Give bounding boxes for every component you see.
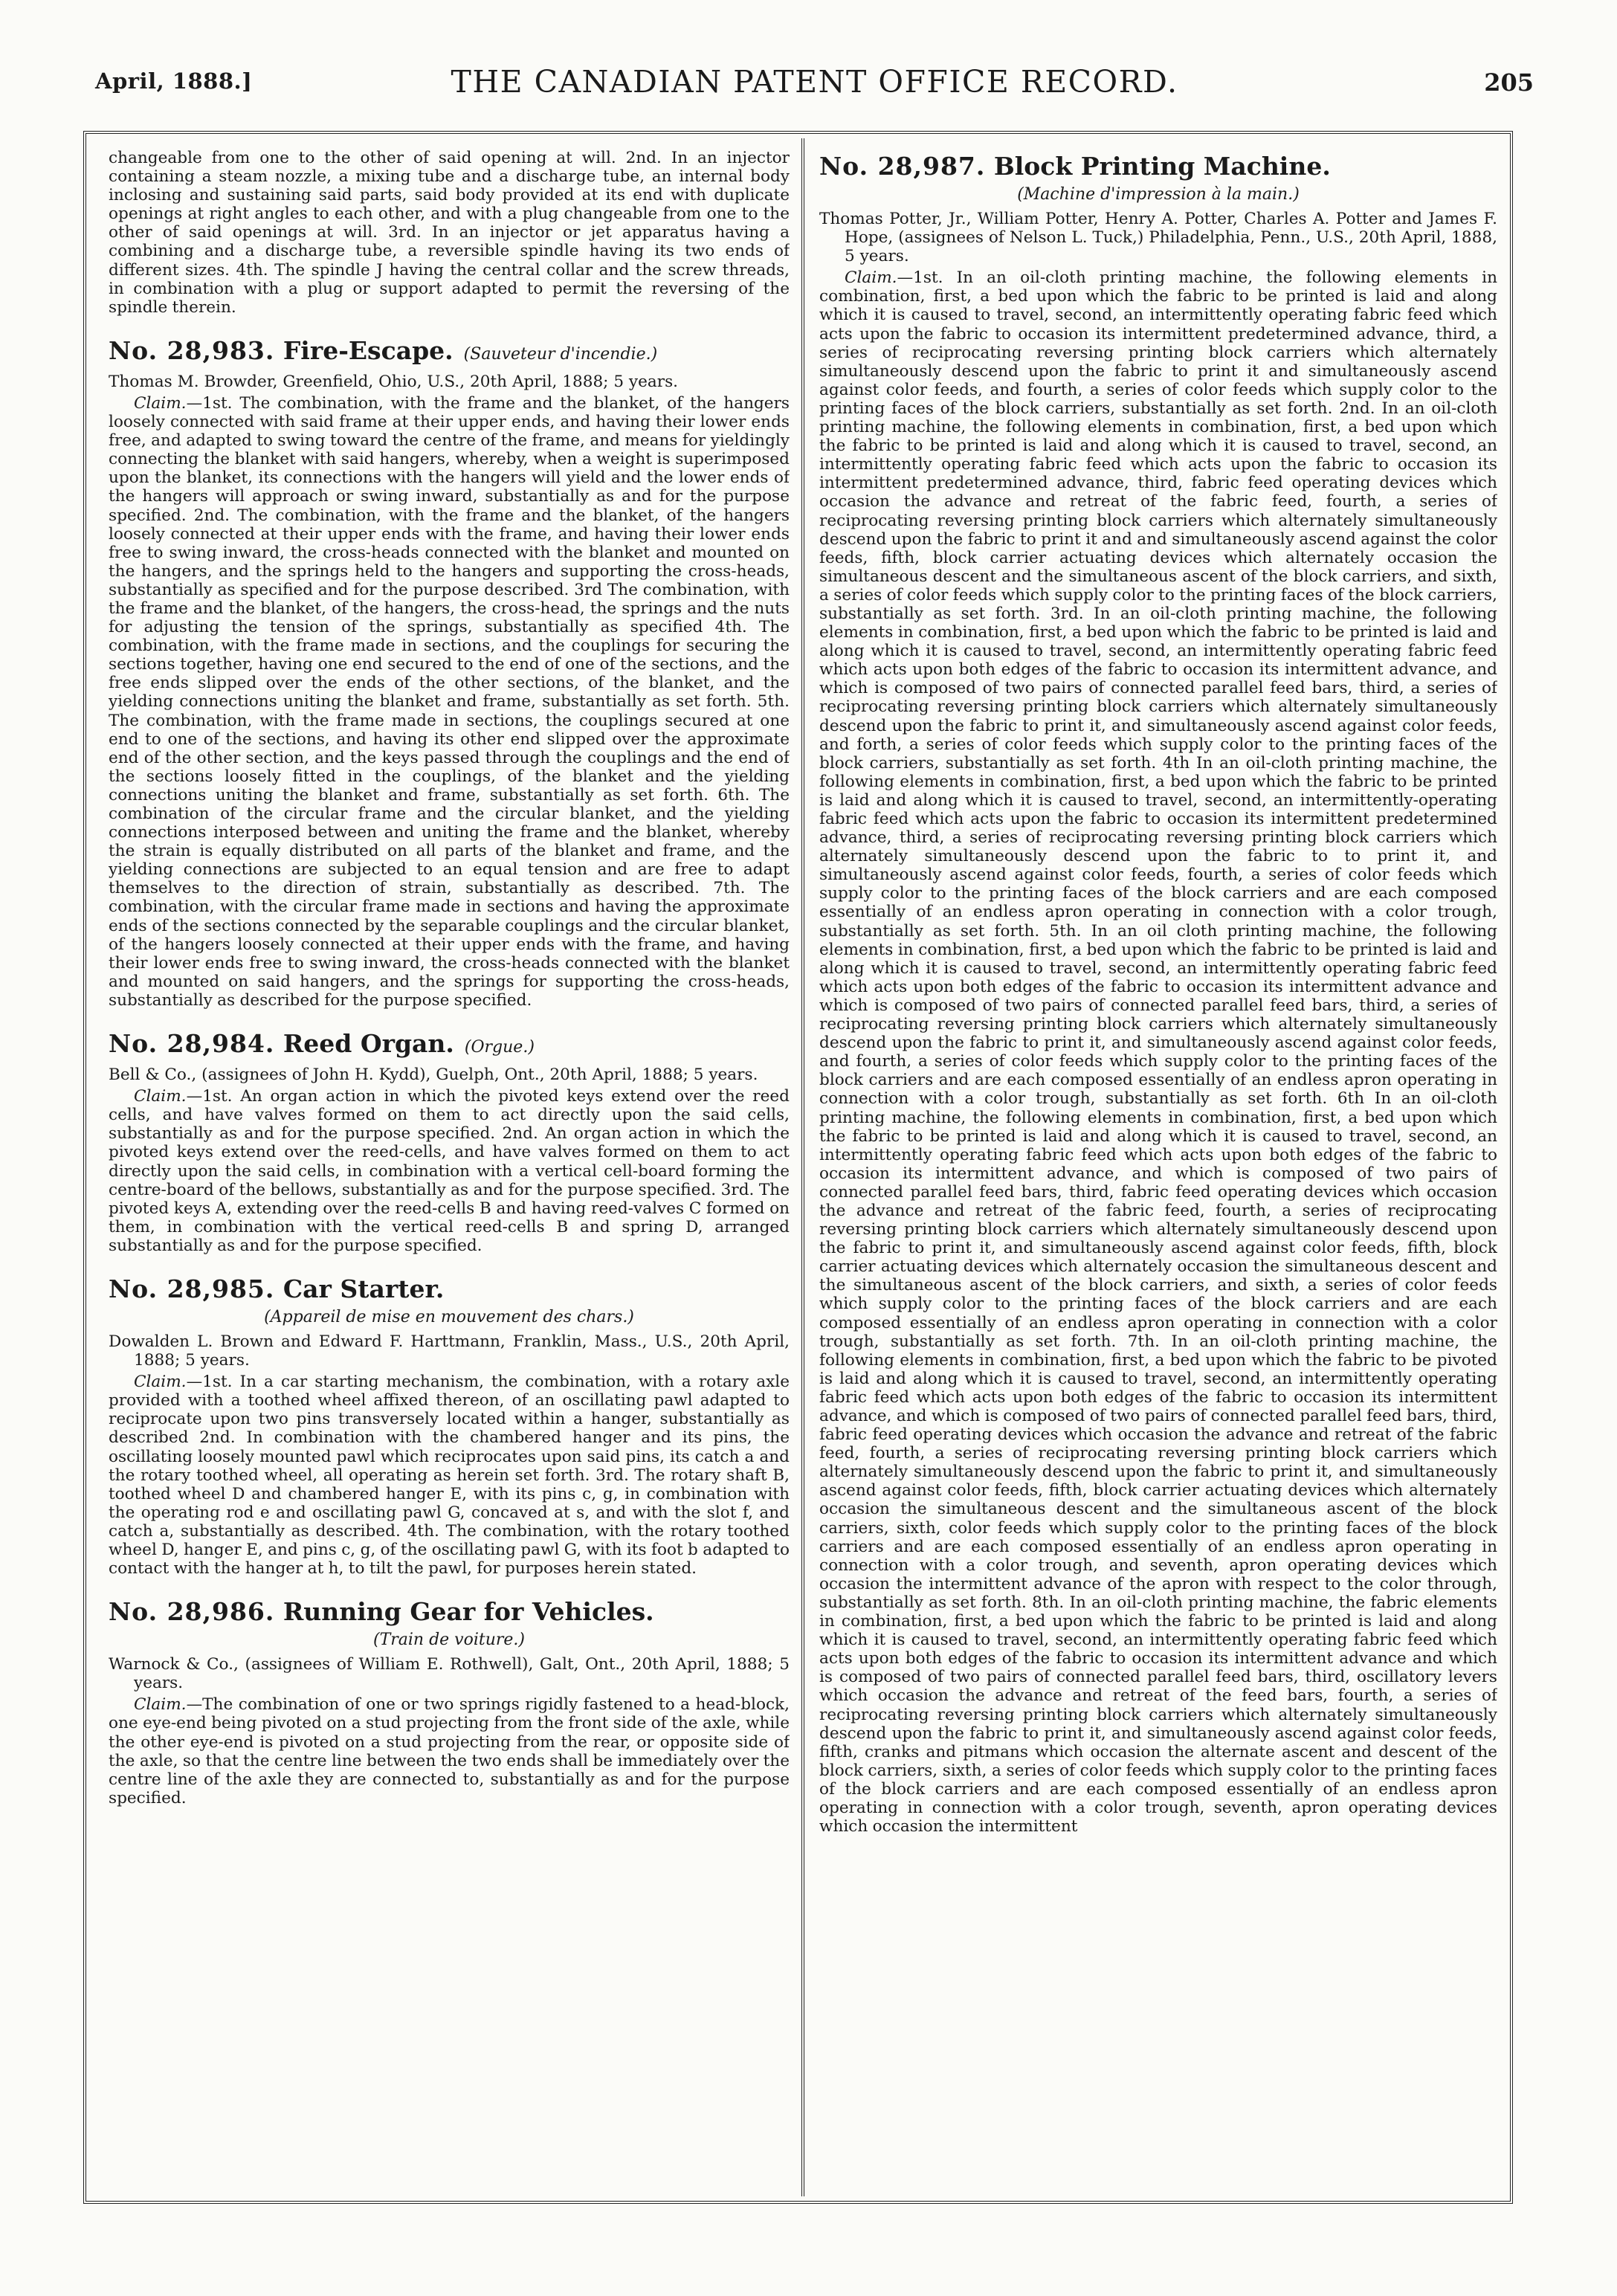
page-frame <box>83 131 1513 2204</box>
entry-heading <box>109 336 790 370</box>
patentee-line: Bell & Co., (assignees of John H. Kydd), Guelph, Ont., 20th April, 1888; 5 years. <box>109 1065 758 1085</box>
claim-body: —1st. An organ action in which the pivoted keys extend over the reed cells, and have valves formed on them to act directly upon the said cells, substantially as and for the purpose specified. 2nd. An organ action in which the pivoted keys extend over the reed-cells, and have valves formed on them to act directly upon the said cells, in combination with a vertical cell-board forming the centre-board of the bellows, substantially as and for the purpose specified. 3rd. The pivoted keys A, extending over the reed-cells B and having reed-valves C formed on them, in combination with the vertical reed-cells B and spring D, arranged substantially as and for the purpose specified. <box>109 1087 790 1255</box>
patent-number: No. 28,986. <box>109 1597 275 1627</box>
patent-entry-28985 <box>109 1274 790 1578</box>
patent-number: No. 28,983. <box>109 335 275 365</box>
french-title: (Train de voiture.) <box>372 1631 525 1650</box>
french-title: (Appareil de mise en mouvement des chars.) <box>264 1307 634 1326</box>
patent-entry-28986 <box>109 1597 790 1808</box>
patent-title: Reed Organ. <box>283 1029 454 1059</box>
french-title: (Sauveteur d'incendie.) <box>463 344 658 364</box>
entry-heading <box>109 1597 790 1627</box>
patent-title: Fire-Escape. <box>283 335 454 365</box>
patent-entry-28984 <box>109 1029 790 1255</box>
french-title: (Orgue.) <box>464 1038 535 1057</box>
claim-body: —1st. In an oil-cloth printing machine, the following elements in combination, first, a bed upon which the fabric to be printed is laid and along which it is caused to travel, second, an intermittently operating fabric feed which acts upon the fabric to occasion its intermittent predetermined advance, third, a series of reciprocating reversing printing block carriers which alternately simultaneously descend upon the fabric to print it and simultaneously ascend against color feeds, and fourth, a series of color feeds which supply color to the printing faces of the block carriers, substantially as set forth. 2nd. In an oil-cloth printing machine, the following elements in combination, first, a bed upon which the fabric to be printed is laid and along which it is caused to travel, second, an intermittently operating fabric feed which acts upon the fabric to occasion its intermittent predetermined advance, third, fabric feed operating devices which occasion the advance and retreat of the fabric feed, fourth, a series of reciprocating reversing printing block carriers which alternately simultaneously descend upon the fabric to print it and and simultaneously ascend against the color feeds, fifth, block carrier actuating devices which alternately occasion the simultaneous descent and the simultaneous ascent of the block carriers, and sixth, a series of color feeds which supply color to the printing faces of the block carriers, substantially as set forth. 3rd. In an oil-cloth printing machine, the following elements in combination, first, a bed upon which the fabric to be printed is laid and along which it is caused to travel, second, an intermittently operating fabric feed which acts upon both edges of the fabric to occasion its intermittent advance, and which is composed of two pairs of connected parallel feed bars, third, a series of reciprocating reversing printing block carriers which alternately simultaneously descend upon the fabric to print it, and simultaneously ascend against color feeds, and forth, a series of color feeds which supply color to the printing faces of the block carriers, substantially as set forth. 4th In an oil-cloth printing machine, the following elements in combination, first, a bed upon which the fabric to be printed is laid and along which it is caused to travel, second, an intermittently-operating fabric feed which acts upon the fabric to occasion its intermittent predetermined advance, third, a series of reciprocating reversing printing block carriers which alternately simultaneously descend upon the fabric to to print it, and simultaneously ascend against color feeds, fourth, a series of color feeds which supply color to the printing faces of the block carriers and are each composed essentially of an endless apron operating in connection with a color trough, substantially as set forth. 5th. In an oil cloth printing machine, the following elements in combination, first, a bed upon which the fabric to be printed is laid and along which it is caused to travel, second, an intermittently operating fabric feed which acts upon both edges of the fabric to occasion its intermittent advance and which is composed of two pairs of connected parallel feed bars, third, a series of reciprocating reversing printing block carriers which alternately simultaneously descend upon the fabric to print it, and simultaneously ascend against color feeds, and fourth, a series of color feeds which supply color to the printing faces of the block carriers and are each composed essentially of an endless apron operating in connection with a color trough, substantially as set forth. 6th In an oil-cloth printing machine, the following elements in combination, first, a bed upon which the fabric to be printed is laid and along which it is caused to travel, second, an intermittently operating fabric feed which acts upon both edges of the fabric to occasion its intermittent advance, and which is composed of two pairs of connected parallel feed bars, third, fabric feed operating devices which occasion the advance and retreat of the fabric feed, fourth, a series of reciprocating reversing printing block carriers which alternately simultaneously descend upon the fabric to print it, and simultaneously ascend against color feeds, fifth, block carrier actuating devices which alternately occasion the simultaneous descent and the simultaneous ascent of the block carriers, and sixth, a series of color feeds which supply color to the printing faces of the block carriers and are each composed essentially of an endless apron operating in connection with a color trough, substantially as set forth. 7th. In an oil-cloth printing machine, the following elements in combination, first, a bed upon which the fabric to be pivoted is laid and along which it is caused to travel, second, an intermittently operating fabric feed which acts upon both edges of the fabric to occasion its intermittent advance, and which is composed of two pairs of connected parallel feed bars, third, fabric feed operating devices which occasion the advance and retreat of the fabric feed, fourth, a series of reciprocating reversing printing block carriers which alternately simultaneously descend upon the fabric to print it, and simultaneously ascend against color feeds, fifth, block carrier actuating devices which alternately occasion the simultaneous descent and the simultaneous ascent of the block carriers, sixth, color feeds which supply color to the printing faces of the block carriers and are each composed essentially of an endless apron operating in connection with a color trough, and seventh, apron operating devices which occasion the intermittent advance of the apron with respect to the color through, substantially as set forth. 8th. In an oil-cloth printing machine, the fabric elements in combination, first, a bed upon which the fabric to be printed is laid and along which it is caused to travel, second, an intermittently operating fabric feed which acts upon both edges of the fabric to occasion its intermittent advance and which is composed of two pairs of connected parallel feed bars, third, oscillatory levers which occasion the advance and retreat of the feed bars, fourth, a series of reciprocating reversing printing block carriers which alternately simultaneously descend upon the fabric to print it, and simultaneously ascend against color feeds, fifth, cranks and pitmans which occasion the alternate ascent and descent of the block carriers, sixth, a series of color feeds which supply color to the printing faces of the block carriers and are each composed essentially of an endless apron operating in connection with a color trough, seventh, apron operating devices which occasion the intermittent <box>819 268 1497 1837</box>
patent-number: No. 28,985. <box>109 1274 275 1303</box>
claim-label: Claim. <box>134 1087 187 1106</box>
patent-title: Running Gear for Vehicles. <box>283 1597 654 1627</box>
patentee-line: Dowalden L. Brown and Edward F. Harttmann, Franklin, Mass., U.S., 20th April, 1888; 5 years. <box>109 1332 790 1370</box>
patent-title: Car Starter. <box>283 1274 445 1303</box>
patentee-line: Thomas M. Browder, Greenfield, Ohio, U.S., 20th April, 1888; 5 years. <box>109 372 679 391</box>
page-header <box>95 64 1534 106</box>
publication-title: THE CANADIAN PATENT OFFICE RECORD. <box>451 64 1178 100</box>
claim-text <box>819 268 1497 1836</box>
claim-text <box>109 1373 790 1578</box>
issue-date: April, 1888.] <box>95 68 253 94</box>
patentee-line: Warnock & Co., (assignees of William E. Rothwell), Galt, Ont., 20th April, 1888; 5 years. <box>109 1655 790 1693</box>
claim-label: Claim. <box>845 268 897 288</box>
patent-number: No. 28,987. <box>819 152 986 181</box>
patent-title: Block Printing Machine. <box>993 152 1331 181</box>
patentee-line: Thomas Potter, Jr., William Potter, Henry A. Potter, Charles A. Potter and James F. Hope, (assignees of Nelson L. Tuck,) Philadelphia, Penn., U.S., 20th April, 1888, 5 years. <box>819 210 1497 266</box>
claim-body: —1st. In a car starting mechanism, the combination, with a rotary axle provided with a toothed wheel affixed thereon, of an oscillating pawl adapted to reciprocate upon two pins transversely located within a hanger, substantially as described 2nd. In combination with the chambered hanger and its pins, the oscillating loosely mounted pawl which reciprocates upon said pins, its catch a and the rotary toothed wheel, all operating as herein set forth. 3rd. The rotary shaft B, toothed wheel D and chambered hanger E, with its pins c, g, in combination with the operating rod e and oscillating pawl G, concaved at s, and with the slot f, and catch a, substantially as described. 4th. The combination, with the rotary toothed wheel D, hanger E, and pins c, g, of the oscillating pawl G, with its foot b adapted to contact with the hanger at h, to tilt the pawl, for purposes herein stated. <box>109 1373 790 1578</box>
column-divider <box>801 138 804 2196</box>
patent-number: No. 28,984. <box>109 1029 275 1059</box>
entry-heading <box>109 1274 790 1304</box>
entry-heading <box>109 1029 790 1062</box>
claim-label: Claim. <box>134 1373 187 1392</box>
claim-body: —The combination of one or two springs rigidly fastened to a head-block, one eye-end being pivoted on a stud projecting from the front side of the axle, while the other eye-end is pivoted on a stud projecting from the rear, or opposite side of the axle, so that the centre line between the two ends shall be immediately over the centre line of the axle they are connected to, substantially as and for the purpose specified. <box>109 1695 790 1808</box>
right-column <box>819 149 1497 2187</box>
patent-entry-28983 <box>109 336 790 1010</box>
claim-text <box>109 394 790 1010</box>
claim-text <box>109 1695 790 1808</box>
claim-label: Claim. <box>134 1695 187 1715</box>
left-column <box>109 149 790 2187</box>
french-title: (Machine d'impression à la main.) <box>1017 185 1300 204</box>
continued-claim: changeable from one to the other of said opening at will. 2nd. In an injector containing a steam nozzle, a mixing tube and a discharge tube, an internal body inclosing and sustaining said parts, said body provided at its end with duplicate openings at right angles to each other, and with a plug changeable from one to the other of said openings at will. 3rd. In an injector or jet apparatus having a combining and a discharge tube, a reversible spindle having its two ends of different sizes. 4th. The spindle J having the central collar and the screw threads, in combination with a plug or support adapted to permit the reversing of the spindle therein. <box>109 149 790 317</box>
claim-text <box>109 1087 790 1255</box>
patent-entry-28987 <box>819 152 1497 1836</box>
entry-heading <box>819 152 1497 181</box>
claim-label: Claim. <box>134 393 187 413</box>
claim-body: —1st. The combination, with the frame and the blanket, of the hangers loosely connected with said frame at their upper ends, and having their lower ends free, and adapted to swing toward the centre of the frame, and means for yieldingly connecting the blanket with said hangers, whereby, when a weight is superimposed upon the blanket, its connections with the hangers will yield and the lower ends of the hangers will approach or swing inward, substantially as and for the purpose specified. 2nd. The combination, with the frame and the blanket, of the hangers loosely connected at their upper ends with the frame, and having their lower ends free to swing inward, the cross-heads connected with the blanket and mounted on the hangers, and the springs held to the hangers and supporting the cross-heads, substantially as specified and for the purpose described. 3rd The combination, with the frame and the blanket, of the hangers, the cross-head, the springs and the nuts for adjusting the tension of the springs, substantially as specified 4th. The combination, with the frame made in sections, and the couplings for securing the sections together, having one end secured to the end of one of the sections, and the free ends slipped over the ends of the other sections, of the blanket, and the yielding connections uniting the blanket and frame, substantially as set forth. 5th. The combination, with the frame made in sections, the couplings secured at one end to one of the sections, and having its other end slipped over the approximate end of the other section, and the keys passed through the couplings and the end of the sections loosely fitted in the couplings, of the blanket and the yielding connections uniting the blanket and frame, substantially as set forth. 6th. The combination of the circular frame and the circular blanket, and the yielding connections interposed between and uniting the frame and the blanket, whereby the strain is equally distributed on all parts of the blanket and frame, and the yielding connections are subjected to an equal tension and are free to adapt themselves to the direction of strain, substantially as described. 7th. The combination, with the circular frame made in sections and having the approximate ends of the sections connected by the separable couplings and the circular blanket, of the hangers loosely connected at their upper ends with the frame, and having their lower ends free to swing inward, the cross-heads connected with the blanket and mounted on said hangers, and the springs for supporting the cross-heads, substantially as described for the purpose specified. <box>109 393 790 1010</box>
page-number: 205 <box>1484 68 1534 97</box>
